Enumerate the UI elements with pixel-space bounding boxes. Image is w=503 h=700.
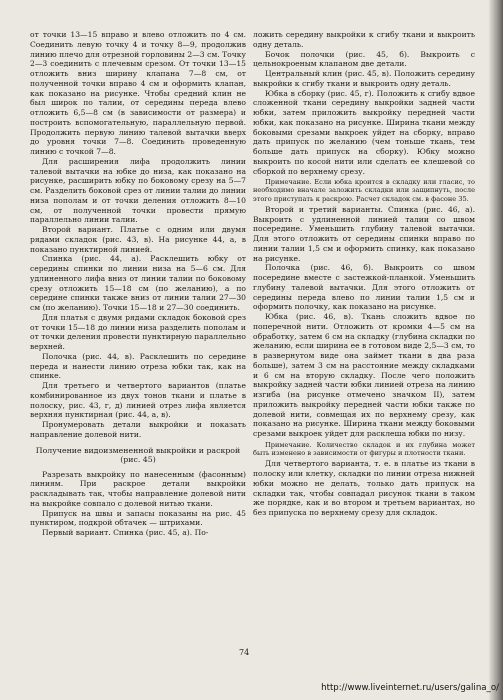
note: Примечание. Если юбка кроится в складку или гласис, то необходимо вначале заложить складки или защипнуть, после этого приступать к раскрою. Расчет складок см. в фасоне 35. <box>253 178 475 203</box>
paragraph: Для расширения лифа продолжить линии талевой вытачки на юбке до низа, как показано на рисунке, расширить юбку по боковому срезу на 5—7 см. Разделить боковой срез от линии талии до линии низа пополам и от точки деления отложить 8—10 см, от полученной точки провести прямую параллельно линии талии. <box>30 156 246 225</box>
paragraph: Первый вариант. Спинка (рис. 45, а). По- <box>42 528 209 537</box>
left-column <box>30 30 246 538</box>
source-url: http://www.liveinternet.ru/users/galina_o/ <box>321 683 499 693</box>
paragraph: ложить середину выкройки к сгибу ткани и выкроить одну деталь. <box>253 30 475 49</box>
note: Примечание. Количество складок и их глубина может быть изменено в зависимости от фигуры и плотности ткани. <box>253 440 475 458</box>
paragraph: Для четвертого варианта, т. е. в платье из ткани в полоску или клетку, складки по линии отреза нижней юбки можно не делать, только дать припуск на складки так, чтобы совпадал рисунок ткани в таком же порядке, как и во втором и третьем вариантах, но без припуска по верхнему срезу для складок. <box>253 459 475 518</box>
paragraph: от точки 13—15 вправо и влево отложить по 4 см. Соединить левую точку 4 и точку 8—9, продолжив линию плечо для отрезной горловины 2—3 см. Точку 2—3 соединить с плечевым срезом. От точки 13—15 отложить вниз ширину клапана 7—8 см, от полученной точки вправо 4 см и оформить клапан, как показано на рисунке. Чтобы средний клин не был широк по талии, от середины переда влево отложить 6,5—8 см (в зависимости от размера) и построить вспомогательную, параллельную первой. Продолжить первую линию талевой вытачки вверх до уровня точки 7—8. Соединить проведенную линию с точкой 7—8. <box>30 30 246 156</box>
section-heading: Получение видоизмененной выкройки и раскрой (рис. 45) <box>35 445 241 464</box>
paragraph: Второй и третий варианты. Спинка (рис. 46, а). Выкроить с удлиненной линией талии со швом посередине. Уменьшить глубину талевой вытачки. Для этого отложить от середины спинки вправо по линии талии 1,5 см и оформить спинку, как показано на рисунке. <box>253 204 475 263</box>
paragraph: Бочок полочки (рис. 45, б). Выкроить с цельнокроеным клапаном две детали. <box>253 49 475 69</box>
paragraph: Полочка (рис. 44, в). Расклешить по середине переда и нанести линию отреза юбки так, как на спинке. <box>30 351 246 381</box>
paragraph: Для платья с двумя рядами складок боковой срез от точки 15—18 до линии низа разделить пополам и от точки деления провести пунктирную параллельно верхней. <box>30 312 246 351</box>
paragraph: Для третьего и четвертого вариантов (платье комбинированное из двух тонов ткани и платье в полоску, рис. 43, г, д) линией отрез лифа является верхняя пунктирная (рис. 44, а, в). <box>30 381 246 420</box>
paragraph: Разрезать выкройку по нанесенным (фасонным) линиям. При раскрое детали выкройки раскладывать так, чтобы направление долевой нити на выкройке совпало с долевой нитью ткани. <box>30 469 246 508</box>
paragraph: Спинка (рис. 44, а). Расклешить юбку от середины спинки по линии низа на 5—6 см. Для удлиненного лифа вниз от линии талии по боковому срезу отложить 15—18 см (по желанию), а по середине спинки также вниз от линии талии 27—30 см (по желанию). Точки 15—18 и 27—30 соединить. <box>30 254 246 312</box>
paragraph: Припуск на швы и запасы показаны на рис. 45 пунктиром, подкрой обтачек — штрихами. <box>30 508 246 528</box>
paragraph: Полочка (рис. 46, б). Выкроить со швом посередине вместе с застежкой-планкой. Уменьшить глубину талевой вытачки. Для этого отложить от середины переда влево по линии талии 1,5 см и оформить полочку, как показано на рисунке. <box>253 263 475 312</box>
page-number: 74 <box>239 648 250 657</box>
paragraph: Юбка (рис. 46, в). Ткань сложить вдвое по поперечной нити. Отложить от кромки 4—5 см на обработку, затем 6 см на складку (глубина складки по желанию, если ширина ее в готовом виде 2,5—3 см, то в развернутом виде она займет ткани в два раза больше), затем 3 см на расстояние между складками и 6 см на вторую складку. После чего положить выкройку задней части юбки линией отреза на линию изгиба (на рисунке отмечено значком II), затем приложить выкройку передней части юбки также по долевой нити, совмещая их по верхнему срезу, как показано на рисунке. Ширина ткани между боковыми срезами выкроек уйдет для расклеша юбки по низу. <box>253 312 475 439</box>
paragraph: Юбка в сборку (рис. 45, г). Положить к сгибу вдвое сложенной ткани середину выкройки задней части юбки, затем приложить выкройку передней части юбки, как показано на рисунке. Ширина ткани между боковыми срезами выкроек уйдет на сборку, вправо дать припуск по желанию (чем тоньше ткань, тем больше дать припуск на сборку). Юбку можно выкроить по косой нити или сделать ее клешевой со сборкой по верхнему срезу. <box>253 88 475 176</box>
paragraph: Пронумеровать детали выкройки и показать направление долевой нити. <box>30 420 246 439</box>
paragraph: Второй вариант. Платье с одним или двумя рядами складок (рис. 43, в). На рисунке 44, а, в показано пунктирной линией. <box>30 225 246 254</box>
right-column <box>253 30 475 518</box>
paragraph: Центральный клин (рис. 45, в). Положить середину выкройки к сгибу ткани и выкроить одну деталь. <box>253 69 475 88</box>
binding-shadow <box>489 0 503 700</box>
